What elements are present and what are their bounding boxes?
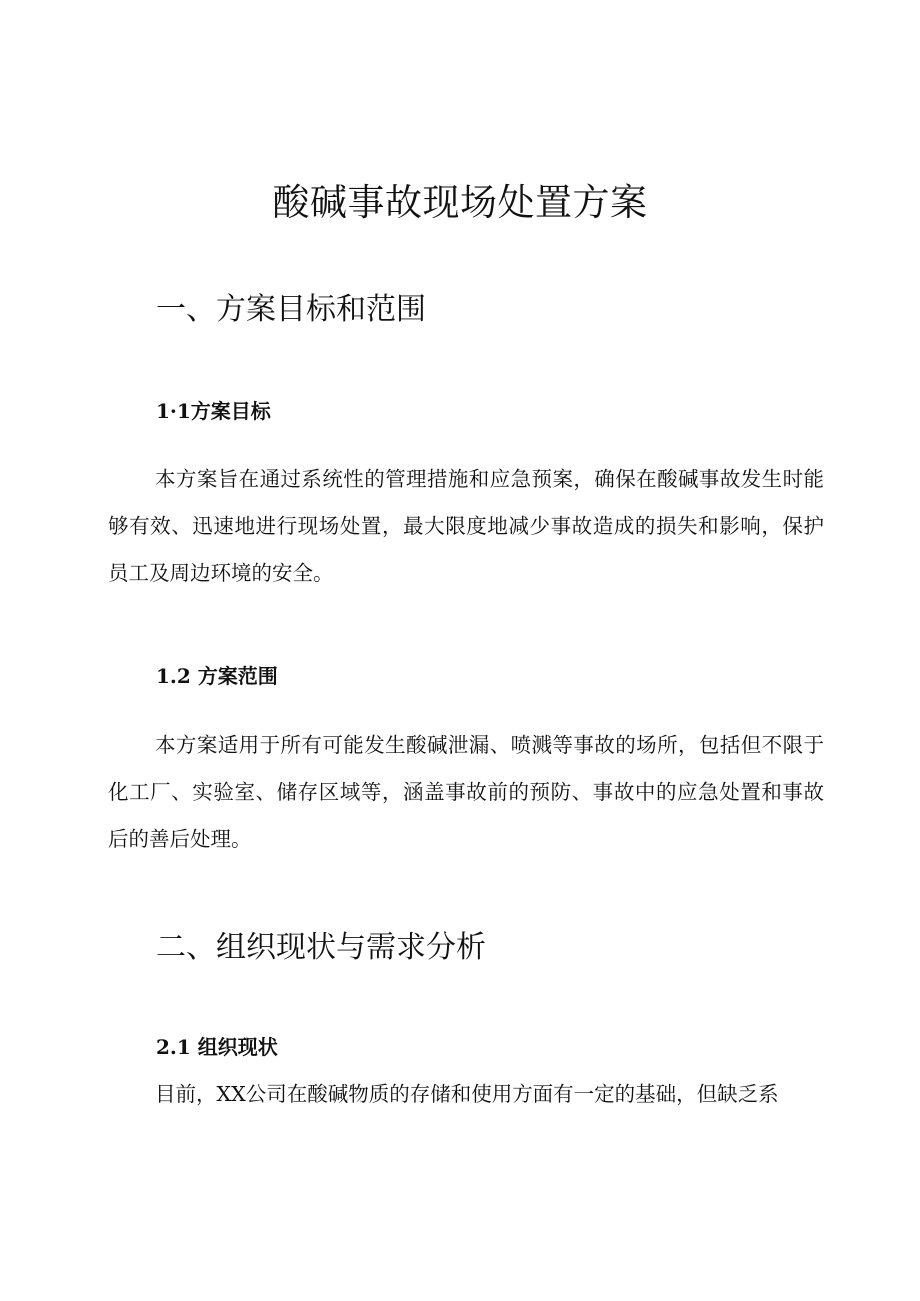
subsection-heading-2-1: 2.1 组织现状 [156,1035,278,1059]
section-heading-2: 二、组织现状与需求分析 [156,930,486,965]
subsection-heading-1-2: 1.2 方案范围 [156,664,278,688]
subsection-heading-1-1: 1·1方案目标 [156,399,271,423]
paragraph-2-1: 目前，XX公司在酸碱物质的存储和使用方面有一定的基础，但缺乏系 [155,1082,779,1106]
paragraph-1-2: 本方案适用于所有可能发生酸碱泄漏、喷溅等事故的场所，包括但不限于化工厂、实验室、储存区域等，涵盖事故前的预防、事故中的应急处置和事故后的善后处理。 [108,733,824,851]
document-title: 酸碱事故现场处置方案 [272,181,648,224]
section-heading-1: 一、方案目标和范围 [156,292,426,327]
paragraph-1-1: 本方案旨在通过系统性的管理措施和应急预案，确保在酸碱事故发生时能够有效、迅速地进行现场处置，最大限度地减少事故造成的损失和影响，保护员工及周边环境的安全。 [108,467,824,585]
